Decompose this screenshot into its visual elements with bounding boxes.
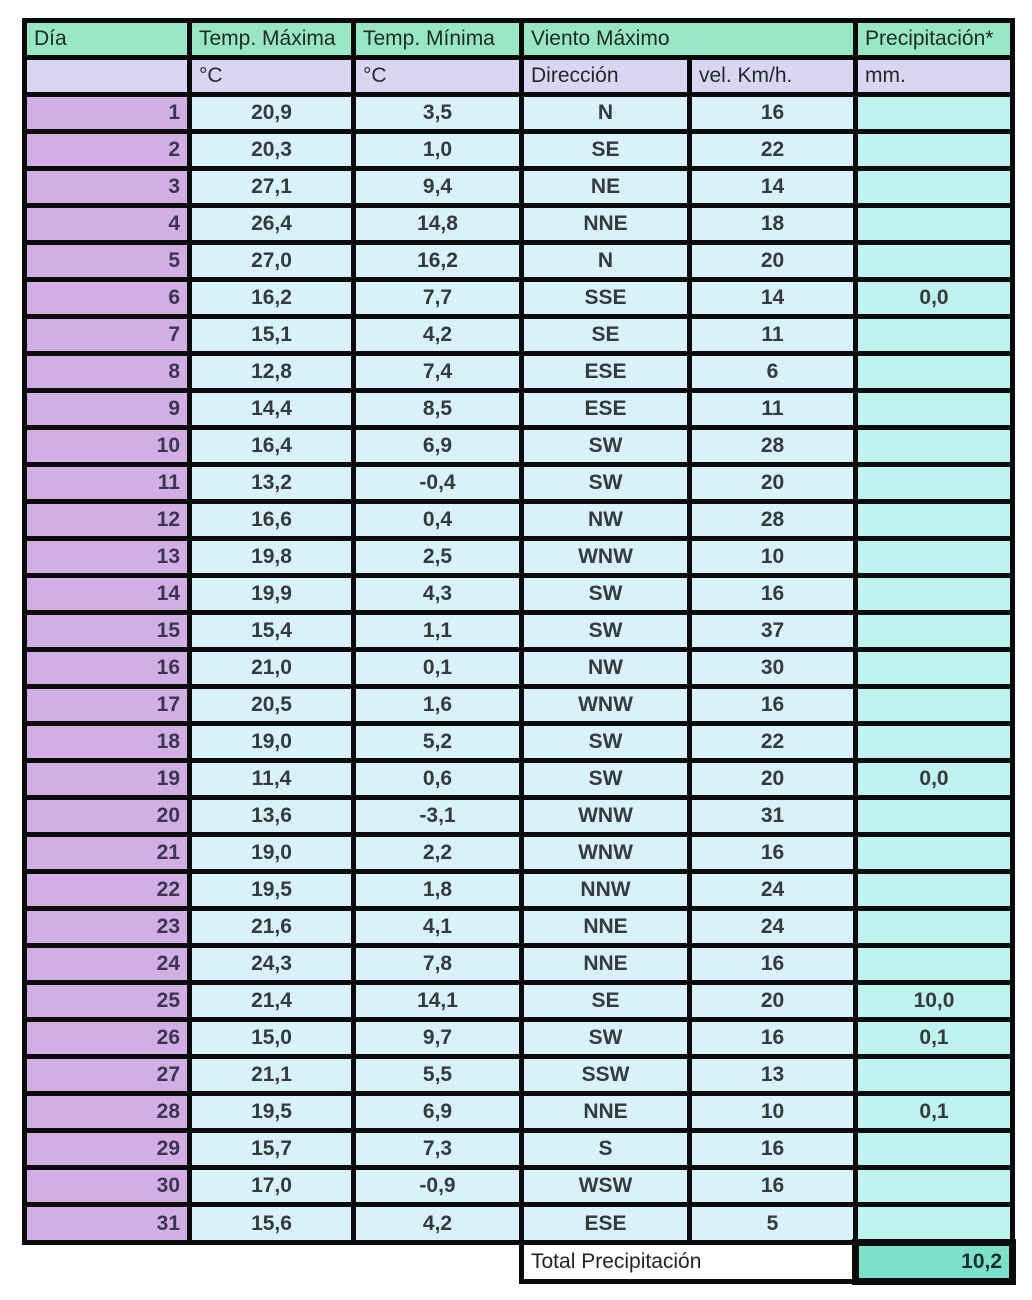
temp-max-cell: 19,5 xyxy=(190,1094,354,1131)
day-cell: 4 xyxy=(25,206,190,243)
temp-max-cell: 17,0 xyxy=(190,1168,354,1205)
temp-min-cell: 7,8 xyxy=(354,946,522,983)
temp-max-cell: 19,8 xyxy=(190,539,354,576)
temp-min-cell: 3,5 xyxy=(354,95,522,132)
wind-speed-cell: 22 xyxy=(690,132,856,169)
wind-direction-cell: ESE xyxy=(522,354,690,391)
day-cell: 5 xyxy=(25,243,190,280)
temp-min-cell: 2,5 xyxy=(354,539,522,576)
temp-max-cell: 21,0 xyxy=(190,650,354,687)
precipitation-cell xyxy=(856,724,1013,761)
day-cell: 24 xyxy=(25,946,190,983)
table-row xyxy=(25,391,1013,428)
precipitation-cell xyxy=(856,613,1013,650)
table-row xyxy=(25,317,1013,354)
temp-max-cell: 20,9 xyxy=(190,95,354,132)
wind-direction-cell: NNW xyxy=(522,872,690,909)
precipitation-cell xyxy=(856,650,1013,687)
wind-direction-cell: NNE xyxy=(522,206,690,243)
temp-max-cell: 12,8 xyxy=(190,354,354,391)
temp-min-cell: 1,6 xyxy=(354,687,522,724)
header-row xyxy=(25,21,1013,58)
wind-speed-cell: 30 xyxy=(690,650,856,687)
subheader-temp-max-unit: °C xyxy=(190,58,354,95)
precipitation-cell xyxy=(856,798,1013,835)
weather-table xyxy=(22,18,1016,1285)
wind-direction-cell: SE xyxy=(522,132,690,169)
temp-max-cell: 13,2 xyxy=(190,465,354,502)
subheader-row xyxy=(25,58,1013,95)
precipitation-cell xyxy=(856,539,1013,576)
wind-direction-cell: NW xyxy=(522,650,690,687)
temp-min-cell: 8,5 xyxy=(354,391,522,428)
table-row xyxy=(25,761,1013,798)
table-row xyxy=(25,465,1013,502)
wind-direction-cell: NW xyxy=(522,502,690,539)
header-temp-max: Temp. Máxima xyxy=(190,21,354,58)
precipitation-cell xyxy=(856,1205,1013,1243)
temp-min-cell: 6,9 xyxy=(354,1094,522,1131)
wind-speed-cell: 24 xyxy=(690,909,856,946)
precipitation-cell xyxy=(856,502,1013,539)
wind-direction-cell: SW xyxy=(522,576,690,613)
subheader-precip-unit: mm. xyxy=(856,58,1013,95)
temp-min-cell: 0,4 xyxy=(354,502,522,539)
temp-min-cell: -0,4 xyxy=(354,465,522,502)
wind-speed-cell: 18 xyxy=(690,206,856,243)
temp-min-cell: 1,0 xyxy=(354,132,522,169)
table-row xyxy=(25,687,1013,724)
wind-speed-cell: 16 xyxy=(690,687,856,724)
day-cell: 19 xyxy=(25,761,190,798)
day-cell: 25 xyxy=(25,983,190,1020)
wind-direction-cell: WNW xyxy=(522,687,690,724)
table-row xyxy=(25,539,1013,576)
precipitation-cell xyxy=(856,1131,1013,1168)
wind-direction-cell: NNE xyxy=(522,1094,690,1131)
wind-direction-cell: SSE xyxy=(522,280,690,317)
wind-speed-cell: 10 xyxy=(690,1094,856,1131)
temp-min-cell: 5,5 xyxy=(354,1057,522,1094)
precipitation-cell xyxy=(856,132,1013,169)
table-row xyxy=(25,354,1013,391)
table-row xyxy=(25,1205,1013,1243)
temp-min-cell: -3,1 xyxy=(354,798,522,835)
wind-speed-cell: 20 xyxy=(690,761,856,798)
day-cell: 20 xyxy=(25,798,190,835)
wind-speed-cell: 14 xyxy=(690,280,856,317)
total-precipitation-label: Total Precipitación xyxy=(522,1243,856,1282)
wind-direction-cell: N xyxy=(522,95,690,132)
table-row xyxy=(25,1168,1013,1205)
wind-direction-cell: NNE xyxy=(522,946,690,983)
day-cell: 16 xyxy=(25,650,190,687)
precipitation-cell xyxy=(856,576,1013,613)
table-row xyxy=(25,724,1013,761)
wind-speed-cell: 16 xyxy=(690,1020,856,1057)
day-cell: 29 xyxy=(25,1131,190,1168)
table-row xyxy=(25,835,1013,872)
temp-max-cell: 19,9 xyxy=(190,576,354,613)
day-cell: 22 xyxy=(25,872,190,909)
day-cell: 11 xyxy=(25,465,190,502)
wind-direction-cell: SW xyxy=(522,428,690,465)
day-cell: 3 xyxy=(25,169,190,206)
day-cell: 9 xyxy=(25,391,190,428)
table-row xyxy=(25,243,1013,280)
temp-max-cell: 16,6 xyxy=(190,502,354,539)
temp-max-cell: 14,4 xyxy=(190,391,354,428)
precipitation-cell: 0,1 xyxy=(856,1094,1013,1131)
table-row xyxy=(25,872,1013,909)
wind-direction-cell: WSW xyxy=(522,1168,690,1205)
temp-max-cell: 16,2 xyxy=(190,280,354,317)
precipitation-cell xyxy=(856,465,1013,502)
temp-max-cell: 19,0 xyxy=(190,724,354,761)
temp-min-cell: 0,6 xyxy=(354,761,522,798)
day-cell: 2 xyxy=(25,132,190,169)
wind-direction-cell: SW xyxy=(522,465,690,502)
subheader-temp-min-unit: °C xyxy=(354,58,522,95)
table-row xyxy=(25,1094,1013,1131)
temp-max-cell: 19,5 xyxy=(190,872,354,909)
table-row xyxy=(25,576,1013,613)
day-cell: 12 xyxy=(25,502,190,539)
day-cell: 6 xyxy=(25,280,190,317)
wind-speed-cell: 37 xyxy=(690,613,856,650)
wind-speed-cell: 20 xyxy=(690,983,856,1020)
precipitation-cell xyxy=(856,909,1013,946)
temp-min-cell: 1,1 xyxy=(354,613,522,650)
wind-direction-cell: N xyxy=(522,243,690,280)
table-row xyxy=(25,1020,1013,1057)
total-precipitation-value: 10,2 xyxy=(856,1243,1013,1282)
precipitation-cell xyxy=(856,1057,1013,1094)
temp-max-cell: 15,4 xyxy=(190,613,354,650)
precipitation-cell xyxy=(856,169,1013,206)
day-cell: 7 xyxy=(25,317,190,354)
table-row xyxy=(25,1131,1013,1168)
precipitation-cell xyxy=(856,1168,1013,1205)
table-row xyxy=(25,909,1013,946)
temp-max-cell: 27,0 xyxy=(190,243,354,280)
wind-speed-cell: 11 xyxy=(690,391,856,428)
table-body xyxy=(25,95,1013,1243)
day-cell: 8 xyxy=(25,354,190,391)
wind-speed-cell: 13 xyxy=(690,1057,856,1094)
wind-direction-cell: SW xyxy=(522,1020,690,1057)
wind-direction-cell: WNW xyxy=(522,539,690,576)
temp-min-cell: 4,1 xyxy=(354,909,522,946)
wind-speed-cell: 11 xyxy=(690,317,856,354)
header-dia: Día xyxy=(25,21,190,58)
wind-speed-cell: 16 xyxy=(690,946,856,983)
table-row xyxy=(25,95,1013,132)
temp-min-cell: 5,2 xyxy=(354,724,522,761)
table-row xyxy=(25,650,1013,687)
table-row xyxy=(25,983,1013,1020)
table-row xyxy=(25,1057,1013,1094)
temp-max-cell: 27,1 xyxy=(190,169,354,206)
header-temp-min: Temp. Mínima xyxy=(354,21,522,58)
wind-direction-cell: SE xyxy=(522,317,690,354)
wind-speed-cell: 16 xyxy=(690,576,856,613)
precipitation-cell xyxy=(856,354,1013,391)
day-cell: 26 xyxy=(25,1020,190,1057)
precipitation-cell: 10,0 xyxy=(856,983,1013,1020)
temp-max-cell: 21,6 xyxy=(190,909,354,946)
temp-max-cell: 16,4 xyxy=(190,428,354,465)
wind-direction-cell: SW xyxy=(522,761,690,798)
day-cell: 31 xyxy=(25,1205,190,1243)
day-cell: 18 xyxy=(25,724,190,761)
wind-speed-cell: 16 xyxy=(690,1168,856,1205)
empty-footer-area xyxy=(25,1243,522,1282)
day-cell: 10 xyxy=(25,428,190,465)
wind-speed-cell: 16 xyxy=(690,1131,856,1168)
day-cell: 28 xyxy=(25,1094,190,1131)
temp-min-cell: 7,7 xyxy=(354,280,522,317)
temp-min-cell: 4,2 xyxy=(354,317,522,354)
temp-max-cell: 15,0 xyxy=(190,1020,354,1057)
day-cell: 27 xyxy=(25,1057,190,1094)
temp-min-cell: 14,1 xyxy=(354,983,522,1020)
precipitation-cell: 0,0 xyxy=(856,280,1013,317)
wind-speed-cell: 5 xyxy=(690,1205,856,1243)
wind-speed-cell: 6 xyxy=(690,354,856,391)
subheader-velocidad: vel. Km/h. xyxy=(690,58,856,95)
temp-min-cell: 2,2 xyxy=(354,835,522,872)
subheader-direccion: Dirección xyxy=(522,58,690,95)
wind-direction-cell: WNW xyxy=(522,835,690,872)
header-precipitacion: Precipitación* xyxy=(856,21,1013,58)
wind-speed-cell: 16 xyxy=(690,835,856,872)
temp-max-cell: 24,3 xyxy=(190,946,354,983)
table-row xyxy=(25,502,1013,539)
temp-max-cell: 11,4 xyxy=(190,761,354,798)
wind-speed-cell: 31 xyxy=(690,798,856,835)
temp-max-cell: 21,4 xyxy=(190,983,354,1020)
day-cell: 17 xyxy=(25,687,190,724)
table-row xyxy=(25,132,1013,169)
wind-direction-cell: SW xyxy=(522,613,690,650)
day-cell: 30 xyxy=(25,1168,190,1205)
subheader-dia-empty xyxy=(25,58,190,95)
wind-direction-cell: S xyxy=(522,1131,690,1168)
table-row xyxy=(25,428,1013,465)
wind-direction-cell: SE xyxy=(522,983,690,1020)
temp-max-cell: 19,0 xyxy=(190,835,354,872)
wind-direction-cell: NE xyxy=(522,169,690,206)
temp-min-cell: 1,8 xyxy=(354,872,522,909)
precipitation-cell: 0,0 xyxy=(856,761,1013,798)
precipitation-cell xyxy=(856,317,1013,354)
precipitation-cell xyxy=(856,687,1013,724)
wind-direction-cell: ESE xyxy=(522,1205,690,1243)
precipitation-cell: 0,1 xyxy=(856,1020,1013,1057)
wind-speed-cell: 28 xyxy=(690,502,856,539)
wind-speed-cell: 20 xyxy=(690,243,856,280)
precipitation-cell xyxy=(856,206,1013,243)
wind-speed-cell: 14 xyxy=(690,169,856,206)
temp-min-cell: 7,4 xyxy=(354,354,522,391)
wind-direction-cell: NNE xyxy=(522,909,690,946)
temp-min-cell: 14,8 xyxy=(354,206,522,243)
temp-min-cell: 6,9 xyxy=(354,428,522,465)
day-cell: 21 xyxy=(25,835,190,872)
wind-direction-cell: SW xyxy=(522,724,690,761)
precipitation-cell xyxy=(856,95,1013,132)
wind-direction-cell: ESE xyxy=(522,391,690,428)
day-cell: 14 xyxy=(25,576,190,613)
temp-max-cell: 20,3 xyxy=(190,132,354,169)
temp-max-cell: 13,6 xyxy=(190,798,354,835)
temp-max-cell: 15,7 xyxy=(190,1131,354,1168)
table-row xyxy=(25,798,1013,835)
precipitation-cell xyxy=(856,391,1013,428)
temp-min-cell: 9,7 xyxy=(354,1020,522,1057)
wind-direction-cell: SSW xyxy=(522,1057,690,1094)
temp-max-cell: 15,6 xyxy=(190,1205,354,1243)
table-row xyxy=(25,613,1013,650)
wind-direction-cell: WNW xyxy=(522,798,690,835)
header-viento-maximo: Viento Máximo xyxy=(522,21,856,58)
table-row xyxy=(25,206,1013,243)
precipitation-cell xyxy=(856,428,1013,465)
temp-max-cell: 26,4 xyxy=(190,206,354,243)
wind-speed-cell: 10 xyxy=(690,539,856,576)
table-footer xyxy=(25,1243,1013,1282)
temp-min-cell: -0,9 xyxy=(354,1168,522,1205)
table-row xyxy=(25,169,1013,206)
temp-min-cell: 16,2 xyxy=(354,243,522,280)
day-cell: 15 xyxy=(25,613,190,650)
day-cell: 13 xyxy=(25,539,190,576)
precipitation-cell xyxy=(856,872,1013,909)
temp-max-cell: 21,1 xyxy=(190,1057,354,1094)
precipitation-cell xyxy=(856,835,1013,872)
temp-min-cell: 4,2 xyxy=(354,1205,522,1243)
temp-min-cell: 0,1 xyxy=(354,650,522,687)
temp-min-cell: 7,3 xyxy=(354,1131,522,1168)
wind-speed-cell: 24 xyxy=(690,872,856,909)
temp-min-cell: 9,4 xyxy=(354,169,522,206)
wind-speed-cell: 20 xyxy=(690,465,856,502)
temp-max-cell: 20,5 xyxy=(190,687,354,724)
table-row xyxy=(25,946,1013,983)
wind-speed-cell: 28 xyxy=(690,428,856,465)
day-cell: 1 xyxy=(25,95,190,132)
table-header xyxy=(25,21,1013,95)
day-cell: 23 xyxy=(25,909,190,946)
temp-min-cell: 4,3 xyxy=(354,576,522,613)
table-row xyxy=(25,280,1013,317)
precipitation-cell xyxy=(856,243,1013,280)
wind-speed-cell: 16 xyxy=(690,95,856,132)
footer-row xyxy=(25,1243,1013,1282)
precipitation-cell xyxy=(856,946,1013,983)
wind-speed-cell: 22 xyxy=(690,724,856,761)
temp-max-cell: 15,1 xyxy=(190,317,354,354)
